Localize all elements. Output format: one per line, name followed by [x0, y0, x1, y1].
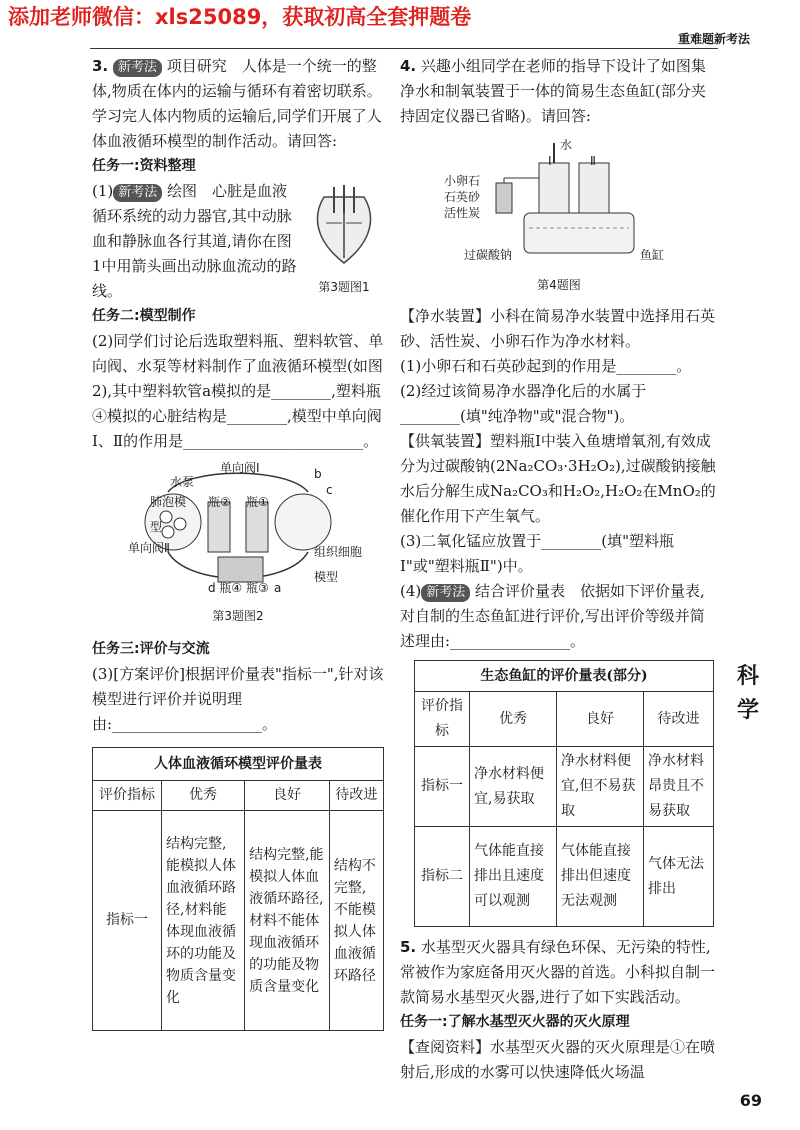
q5-task1-title: 任务一:了解水基型灭火器的灭火原理 — [400, 1014, 630, 1030]
new-method-badge: 新考法 — [421, 584, 470, 602]
label-activated-carbon: 活性炭 — [444, 206, 481, 220]
table-title: 人体血液循环模型评价量表 — [93, 748, 384, 781]
label-bottle-II: Ⅱ — [590, 154, 596, 168]
table-header: 良好 — [557, 692, 644, 747]
label-quartz-sand: 石英砂 — [444, 190, 481, 204]
q4-water-device: 【净水装置】小科在简易净水装置中选择用石英砂、活性炭、小卵石作为净水材料。 — [400, 307, 716, 350]
label-bottles-4-3: d 瓶④ 瓶③ — [208, 581, 269, 595]
q3-intro-text: 项目研究 人体是一个统一的整体,物质在体内的运输与循环有着密切联系。学习完人体内物质的运输后,同学们开展了人体血液循环模型的制作活动。请回答: — [92, 57, 382, 150]
table-cell: 净水材料便宜,但不易获取 — [557, 747, 644, 827]
q5-text: 【查阅资料】水基型灭火器的灭火原理是①在喷射后,形成的水雾可以快速降低火场温 — [400, 1038, 716, 1081]
q3-1-label: (1) — [92, 182, 114, 200]
label-a: a — [274, 581, 282, 595]
table-header: 良好 — [245, 781, 330, 811]
label-tissue-cells: 组织细胞模型 — [314, 545, 363, 584]
table-cell: 结构不完整,不能模拟人体血液循环路径 — [329, 811, 383, 1031]
q4-intro — [400, 54, 718, 129]
task1-title: 任务一:资料整理 — [92, 158, 196, 174]
task3-title: 任务三:评价与交流 — [92, 641, 210, 657]
q4-3-text: (3)二氧化锰应放置于________(填"塑料瓶Ⅰ"或"塑料瓶Ⅱ")中。 — [400, 532, 675, 575]
running-header: 重难题新考法 — [677, 32, 750, 46]
table-cell: 净水材料昂贵且不易获取 — [644, 747, 714, 827]
q4-1-text: (1)小卵石和石英砂起到的作用是________。 — [400, 357, 692, 375]
table-cell: 气体能直接排出但速度无法观测 — [557, 827, 644, 927]
new-method-badge: 新考法 — [113, 184, 162, 202]
page-number: 69 — [739, 1091, 762, 1110]
table-header: 待改进 — [644, 692, 714, 747]
fig4-caption: 第4题图 — [537, 278, 581, 292]
q4-number: 4. — [400, 57, 417, 75]
heart-figure — [304, 183, 384, 294]
q4-oxygen-device: 【供氧装置】塑料瓶Ⅰ中装入鱼塘增氧剂,有效成分为过碳酸钠(2Na₂CO₃·3H₂O₂),过碳酸钠接触水后分解生成Na₂CO₃和H₂O₂,H₂O₂在MnO₂的催化作用下产生氧气。 — [400, 432, 716, 525]
task2-title: 任务二:模型制作 — [92, 308, 196, 324]
table-header: 优秀 — [162, 781, 245, 811]
q5-number: 5. — [400, 938, 417, 956]
table-header: 评价指标 — [93, 781, 162, 811]
label-valve-2: 单向阀Ⅱ — [128, 541, 170, 555]
q3-1-block — [92, 179, 384, 304]
aquarium-eval-table — [414, 660, 714, 927]
q4-intro-text: 兴趣小组同学在老师的指导下设计了如图集净水和制氧装置于一体的简易生态鱼缸(部分夹持固定仪器已省略)。请回答: — [400, 57, 706, 125]
promo-banner: 添加老师微信：xls25089，获取初高全套押题卷 — [8, 5, 472, 29]
label-percarbonate: 过碳酸钠 — [464, 248, 513, 262]
label-b: b — [314, 467, 322, 481]
header-rule — [90, 48, 718, 49]
q4-4-text — [400, 579, 718, 654]
table-cell: 结构完整,能模拟人体血液循环路径,材料能体现血液循环的功能及物质含量变化 — [162, 811, 245, 1031]
fig2-caption: 第3题图2 — [212, 609, 264, 623]
new-method-badge: 新考法 — [113, 59, 162, 77]
q3-1-body: 绘图 心脏是血液循环系统的动力器官,其中动脉血和静脉血各行其道,请你在图1中用箭头画出动脉血流动的路线。 — [92, 182, 297, 300]
q3-number: 3. — [92, 57, 109, 75]
left-column — [92, 54, 384, 1031]
label-bottle-I: Ⅰ — [548, 154, 552, 168]
table-cell: 指标一 — [415, 747, 470, 827]
label-bottle-2: 瓶② — [208, 495, 231, 509]
aquarium-figure — [444, 133, 674, 273]
q4-4-label: (4) — [400, 582, 422, 600]
label-pebbles: 小卵石 — [444, 174, 481, 188]
label-alveoli: 肺泡模型 — [150, 495, 187, 534]
q4-2-text: (2)经过该简易净水器净化后的水属于________(填"纯净物"或"混合物")。 — [400, 382, 647, 425]
circulation-eval-table — [92, 747, 384, 1031]
label-c: c — [326, 483, 333, 497]
side-subject-label: 科 学 — [736, 664, 759, 723]
q5-intro — [400, 935, 718, 1010]
table-cell: 净水材料便宜,易获取 — [470, 747, 557, 827]
label-water: 水 — [560, 138, 573, 152]
table-title: 生态鱼缸的评价量表(部分) — [415, 661, 714, 692]
label-bottle-1: 瓶① — [246, 495, 269, 509]
q3-intro — [92, 54, 384, 154]
circulation-model-figure — [108, 462, 368, 602]
table-cell: 指标二 — [415, 827, 470, 927]
q3-2-text: (2)同学们讨论后选取塑料瓶、塑料软管、单向阀、水泵等材料制作了血液循环模型(如图2),其中塑料软管a模拟的是________,塑料瓶④模拟的心脏结构是________,模型中单向阀Ⅰ、Ⅱ的作用是________________________。 — [92, 332, 384, 450]
label-valve-1: 单向阀Ⅰ — [220, 461, 260, 475]
table-cell: 气体无法排出 — [644, 827, 714, 927]
right-column — [400, 54, 718, 1085]
table-header: 优秀 — [470, 692, 557, 747]
heart-diagram — [304, 183, 384, 267]
table-header: 待改进 — [329, 781, 383, 811]
table-cell: 气体能直接排出且速度可以观测 — [470, 827, 557, 927]
table-cell: 结构完整,能模拟人体血液循环路径,材料不能体现血液循环的功能及物质含量变化 — [245, 811, 330, 1031]
q5-intro-text: 水基型灭火器具有绿色环保、无污染的特性,常被作为家庭备用灭火器的首选。小科拟自制一款简易水基型灭火器,进行了如下实践活动。 — [400, 938, 716, 1006]
label-pump: 水泵 — [170, 475, 195, 489]
table-header: 评价指标 — [415, 692, 470, 747]
table-cell: 指标一 — [93, 811, 162, 1031]
q3-3-text: (3)[方案评价]根据评价量表"指标一",针对该模型进行评价并说明理由:____________________。 — [92, 665, 384, 733]
label-aquarium: 鱼缸 — [640, 248, 665, 262]
q4-4-body: 结合评价量表 依据如下评价量表,对自制的生态鱼缸进行评价,写出评价等级并简述理由:________________。 — [400, 582, 705, 650]
fig1-caption: 第3题图1 — [318, 280, 370, 294]
